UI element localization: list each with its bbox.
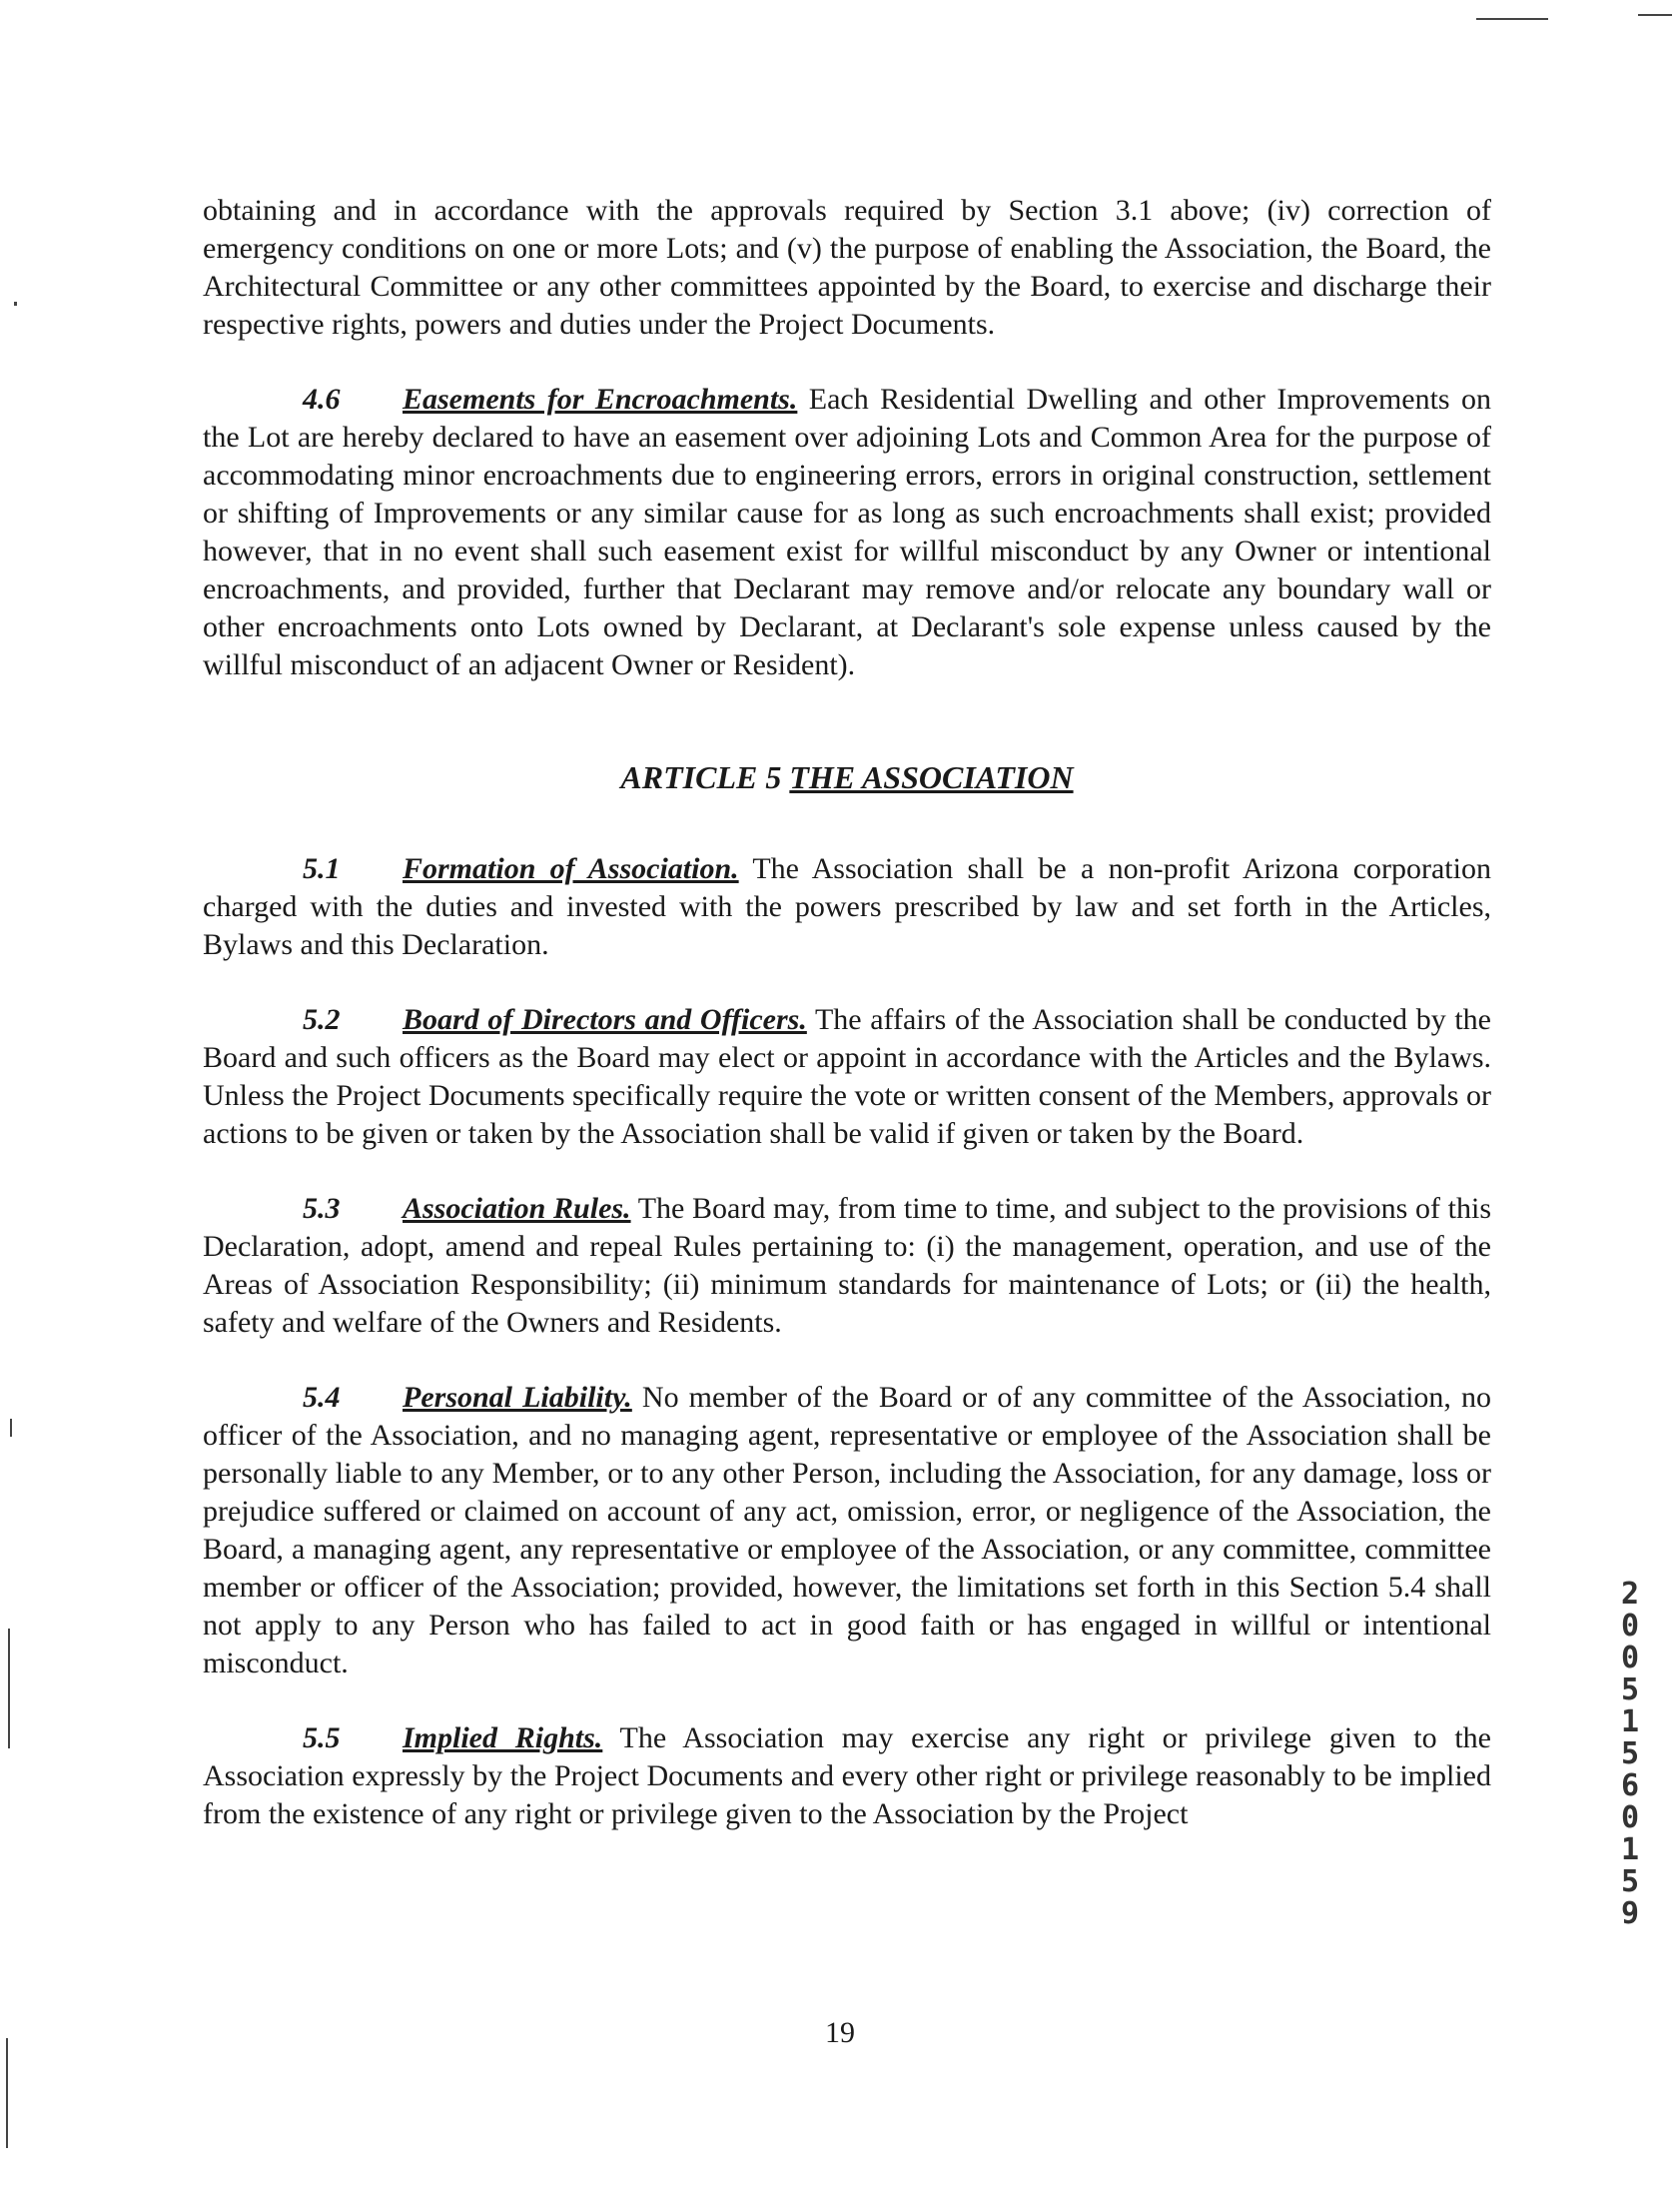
page-number: 19 <box>825 2016 855 2049</box>
scan-mark-left-4 <box>6 2038 8 2148</box>
section-5-4 <box>203 1379 1491 1682</box>
article-label: ARTICLE 5 <box>620 759 782 795</box>
section-number: 5.5 <box>303 1721 341 1754</box>
section-body: Each Residential Dwelling and other Improvements on the Lot are hereby declared to have an easement over adjoining Lots and Common Area for the purpose of accommodating minor encroachments due to engineering errors, errors in original construction, settlement or shifting of Improvements or any similar cause for as long as such encroachments shall exist; provided however, that in no event shall such easement exist for willful misconduct by any Owner or intentional encroachments, and provided, further that Declarant may remove and/or relocate any boundary wall or other encroachments onto Lots owned by Declarant, at Declarant's sole expense unless caused by the willful misconduct of an adjacent Owner or Resident). <box>203 383 1492 681</box>
section-number: 4.6 <box>303 383 341 416</box>
section-title: Association Rules. <box>403 1192 631 1225</box>
article-heading <box>203 758 1491 796</box>
section-title: Formation of Association. <box>403 852 739 885</box>
section-body: The affairs of the Association shall be conducted by the Board and such officers as the Board may elect or appoint in accordance with the Articles and the Bylaws. Unless the Project Documents specifically require the vote or written consent of the Members, approvals or actions to be given or taken by the Association shall be valid if given or taken by the Board. <box>203 1003 1491 1150</box>
section-title: Board of Directors and Officers. <box>403 1003 807 1036</box>
section-5-2 <box>203 1001 1491 1153</box>
section-number: 5.4 <box>303 1381 341 1414</box>
section-body: The Association may exercise any right or privilege given to the Association expressly by the Project Documents and every other right or privilege reasonably to be implied from the existence of any right or privilege given to the Association by the Project <box>203 1721 1491 1830</box>
section-body: No member of the Board or of any committee of the Association, no officer of the Association, and no managing agent, representative or employee of the Association shall be personally liable to any Member, or to any other Person, including the Association, for any damage, loss or prejudice suffered or claimed on account of any act, omission, error, or negligence of the Association, the Board, a managing agent, any representative or employee of the Association, or any committee, committee member or officer of the Association; provided, however, the limitations set forth in this Section 5.4 shall not apply to any Person who has failed to act in good faith or has engaged in willful or intentional misconduct. <box>203 1381 1491 1679</box>
scan-mark-top-1 <box>1476 18 1548 20</box>
scan-mark-top-2 <box>1638 14 1672 16</box>
scan-mark-left-2 <box>10 1419 12 1437</box>
section-body: The Association shall be a non-profit Arizona corporation charged with the duties and invested with the powers prescribed by law and set forth in the Articles, Bylaws and this Declaration. <box>203 852 1491 961</box>
recording-stamp: 20051560159 <box>1620 1577 1640 1931</box>
scan-mark-left-3 <box>8 1629 10 1748</box>
section-5-5 <box>203 1719 1491 1833</box>
section-4-6 <box>203 381 1491 684</box>
section-number: 5.1 <box>303 852 341 885</box>
intro-paragraph: obtaining and in accordance with the approvals required by Section 3.1 above; (iv) correction of emergency conditions on one or more Lots; and (v) the purpose of enabling the Association, the Board, the Architectural Committee or any other committees appointed by the Board, to exercise and discharge their respective rights, powers and duties under the Project Documents. <box>203 194 1491 341</box>
section-number: 5.3 <box>303 1192 341 1225</box>
article-title: THE ASSOCIATION <box>789 759 1074 795</box>
section-5-3 <box>203 1190 1491 1342</box>
section-number: 5.2 <box>303 1003 341 1036</box>
section-5-1 <box>203 850 1491 964</box>
scan-mark-left-1 <box>14 302 17 306</box>
section-title: Implied Rights. <box>403 1721 603 1754</box>
section-title: Personal Liability. <box>403 1381 632 1414</box>
section-body: The Board may, from time to time, and subject to the provisions of this Declaration, adopt, amend and repeal Rules pertaining to: (i) the management, operation, and use of the Areas of Association Responsibility; (ii) minimum standards for maintenance of Lots; or (ii) the health, safety and welfare of the Owners and Residents. <box>203 1192 1491 1339</box>
document-body <box>203 192 1491 1870</box>
section-title: Easements for Encroachments. <box>403 383 798 416</box>
